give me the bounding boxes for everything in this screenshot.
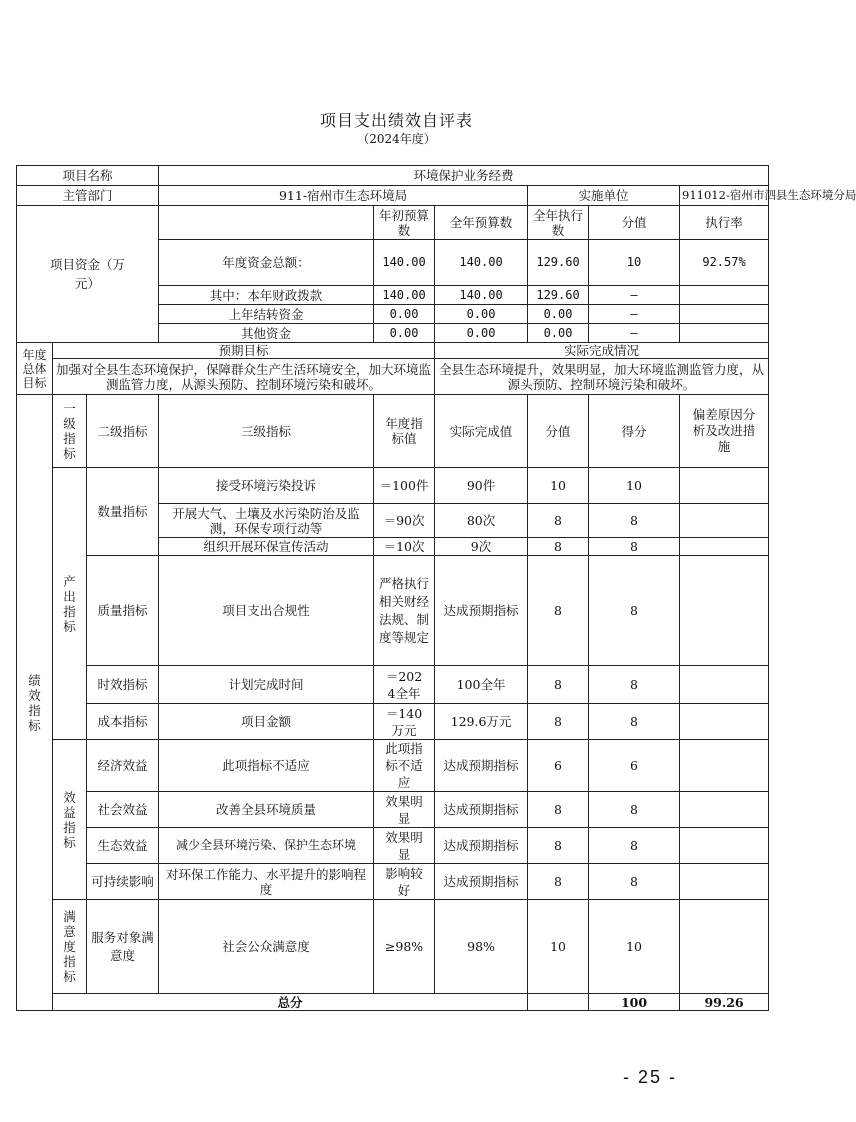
indicator-row <box>17 900 769 994</box>
indicator-target-text: 效果明显 <box>385 829 423 862</box>
page-title: 项目支出绩效自评表 <box>319 111 473 130</box>
indicator-score-value: 8 <box>528 828 589 864</box>
header-actual: 实际完成值 <box>435 395 528 468</box>
indicator-score: 6 <box>589 740 680 792</box>
funds-header-rate: 执行率 <box>705 215 743 230</box>
indicator-deviation <box>680 704 769 740</box>
indicator-actual <box>435 556 528 666</box>
funds-header-annual: 全年预算数 <box>435 206 528 240</box>
indicator-score-value: 8 <box>528 538 589 556</box>
indicator-target: ＝100件 <box>374 468 435 504</box>
indicator-score: 8 <box>589 792 680 828</box>
indicator-target-text: 严格执行相关财经法规、制度等规定 <box>379 575 430 645</box>
funds-row-initial: 140.00 <box>374 240 435 286</box>
funds-row-rate <box>680 324 769 343</box>
service-satisfaction-label <box>87 900 159 994</box>
economic-benefit-label: 经济效益 <box>87 740 159 792</box>
funds-row-executed: 0.00 <box>528 305 589 324</box>
indicator-actual-text: 达成预期指标 <box>443 838 519 853</box>
funds-header-initial: 年初预算数 <box>374 206 435 240</box>
indicator-score: 10 <box>589 900 680 994</box>
project-name-row <box>17 166 769 186</box>
service-satisfaction-text: 服务对象满意度 <box>91 929 154 963</box>
indicator-row <box>17 828 769 864</box>
expected-goal-text: 加强对全县生态环境保护，保障群众生产生活环境安全，加大环境监测监管力度，从源头预防、控制环境污染和破坏。 <box>53 359 435 395</box>
overall-goal-label <box>17 343 53 395</box>
indicator-score-value: 8 <box>528 792 589 828</box>
indicator-deviation <box>680 504 769 538</box>
funds-row-annual: 140.00 <box>435 286 528 305</box>
indicator-target-text: 效果明显 <box>385 793 423 826</box>
indicator-target <box>374 704 435 740</box>
indicator-row <box>17 666 769 704</box>
funds-row-rate: 92.57% <box>680 240 769 286</box>
funds-row-executed: 0.00 <box>528 324 589 343</box>
indicator-score: 10 <box>589 468 680 504</box>
header-score-value: 分值 <box>528 395 589 468</box>
funds-row-annual: 0.00 <box>435 324 528 343</box>
indicator-name: 计划完成时间 <box>159 666 374 704</box>
indicator-target <box>374 740 435 792</box>
overall-goal-label-text: 年度总体目标 <box>22 347 47 390</box>
indicator-header-row <box>17 395 769 468</box>
indicator-score-value: 8 <box>528 864 589 900</box>
indicator-score-value: 8 <box>528 556 589 666</box>
header-deviation-text: 偏差原因分析及改进措施 <box>692 407 756 454</box>
indicator-deviation <box>680 792 769 828</box>
indicator-row <box>17 468 769 504</box>
funds-row-score-value: 10 <box>589 240 680 286</box>
funds-header-rate-score <box>680 206 769 240</box>
funds-header-row <box>17 206 769 240</box>
indicator-actual: 9次 <box>435 538 528 556</box>
funds-row-rate <box>680 286 769 305</box>
indicator-actual-text: 达成预期指标 <box>443 874 519 889</box>
header-target-text: 年度指标值 <box>385 416 423 446</box>
indicator-target-text: ＝140万元 <box>385 705 423 738</box>
indicator-target: ＝10次 <box>374 538 435 556</box>
indicator-actual <box>435 828 528 864</box>
cost-indicator-label: 成本指标 <box>87 704 159 740</box>
total-row <box>17 994 769 1011</box>
indicator-target <box>374 864 435 900</box>
sustainable-impact-text: 可持续影响 <box>91 874 154 889</box>
indicator-row <box>17 740 769 792</box>
benefit-indicator-label <box>53 740 87 900</box>
header-level2: 二级指标 <box>87 395 159 468</box>
funds-header-blank <box>159 206 374 240</box>
indicator-target <box>374 666 435 704</box>
impl-unit-value: 911012-宿州市泗县生态环境分局 <box>680 186 769 206</box>
funds-row-score-value: — <box>589 324 680 343</box>
total-label: 总分 <box>53 994 528 1011</box>
indicator-name: 接受环境污染投诉 <box>159 468 374 504</box>
funds-row-score-value: — <box>589 305 680 324</box>
indicator-score-value: 10 <box>528 900 589 994</box>
indicator-row <box>17 864 769 900</box>
indicator-actual: 98% <box>435 900 528 994</box>
header-deviation <box>680 395 769 468</box>
funds-label <box>17 206 159 343</box>
funds-row-initial: 140.00 <box>374 286 435 305</box>
output-indicator-label <box>53 468 87 740</box>
header-level3: 三级指标 <box>159 395 374 468</box>
project-name-value: 环境保护业务经费 <box>159 166 769 186</box>
indicator-actual: 100全年 <box>435 666 528 704</box>
indicator-deviation <box>680 468 769 504</box>
header-level1 <box>53 395 87 468</box>
total-score: 99.26 <box>680 994 769 1011</box>
indicator-score: 8 <box>589 538 680 556</box>
indicator-name: 项目金额 <box>159 704 374 740</box>
funds-row-initial: 0.00 <box>374 305 435 324</box>
indicator-score: 8 <box>589 666 680 704</box>
indicator-deviation <box>680 666 769 704</box>
funds-row-executed: 129.60 <box>528 240 589 286</box>
indicator-name: 开展大气、土壤及水污染防治及监测，环保专项行动等 <box>159 504 374 538</box>
indicator-name: 项目支出合规性 <box>159 556 374 666</box>
page-number: - 25 - <box>622 1067 677 1087</box>
satisfaction-indicator-text: 满意度指标 <box>63 909 76 984</box>
indicator-target-text: 此项指标不适应 <box>385 741 423 790</box>
impl-unit-label: 实施单位 <box>528 186 680 206</box>
funds-row-executed: 129.60 <box>528 286 589 305</box>
funds-row-name: 年度资金总额： <box>159 240 374 286</box>
dept-value: 911-宿州市生态环境局 <box>159 186 528 206</box>
funds-row-name: 其中：本年财政拨款 <box>159 286 374 305</box>
output-indicator-text: 产出指标 <box>63 573 76 634</box>
expected-goal-header: 预期目标 <box>53 343 435 359</box>
indicator-score-value: 10 <box>528 468 589 504</box>
indicator-name: 对环保工作能力、水平提升的影响程度 <box>159 864 374 900</box>
indicator-name: 组织开展环保宣传活动 <box>159 538 374 556</box>
indicator-target-text: ＝2024全年 <box>385 668 423 701</box>
ecological-benefit-label: 生态效益 <box>87 828 159 864</box>
performance-table <box>16 165 856 1011</box>
indicator-actual: 80次 <box>435 504 528 538</box>
indicator-actual-text: 达成预期指标 <box>443 802 519 817</box>
indicator-deviation <box>680 740 769 792</box>
funds-row-initial: 0.00 <box>374 324 435 343</box>
project-name-label: 项目名称 <box>17 166 159 186</box>
funds-row-rate <box>680 305 769 324</box>
indicator-score: 8 <box>589 504 680 538</box>
indicator-score-value: 8 <box>528 704 589 740</box>
indicator-target <box>374 792 435 828</box>
dept-label: 主管部门 <box>17 186 159 206</box>
satisfaction-indicator-label <box>53 900 87 994</box>
indicator-target-text: 影响较好 <box>385 865 423 898</box>
funds-row-name: 其他资金 <box>159 324 374 343</box>
indicator-score-value: 6 <box>528 740 589 792</box>
indicator-score: 8 <box>589 556 680 666</box>
indicator-deviation <box>680 900 769 994</box>
indicator-name: 改善全县环境质量 <box>159 792 374 828</box>
indicator-target <box>374 556 435 666</box>
indicator-deviation <box>680 538 769 556</box>
indicator-actual: 129.6万元 <box>435 704 528 740</box>
header-level1-text: 一级指标 <box>63 401 76 461</box>
indicator-actual: 90件 <box>435 468 528 504</box>
indicator-target: ＝90次 <box>374 504 435 538</box>
indicator-target <box>374 828 435 864</box>
indicator-score-value: 8 <box>528 666 589 704</box>
total-blank <box>528 994 589 1011</box>
indicator-name: 社会公众满意度 <box>159 900 374 994</box>
indicator-name: 减少全县环境污染、保护生态环境 <box>159 828 374 864</box>
indicator-deviation <box>680 864 769 900</box>
indicator-actual-text: 达成预期指标 <box>443 602 519 618</box>
indicator-row <box>17 792 769 828</box>
sustainable-impact-label <box>87 864 159 900</box>
funds-row-score-value: — <box>589 286 680 305</box>
indicator-actual-text: 达成预期指标 <box>443 758 519 773</box>
quality-indicator-label: 质量指标 <box>87 556 159 666</box>
page-subtitle: （2024年度） <box>357 132 436 146</box>
indicator-row <box>17 556 769 666</box>
overall-goal-header-row <box>17 343 769 359</box>
timeliness-indicator-label: 时效指标 <box>87 666 159 704</box>
funds-label-text: 项目资金（万元） <box>50 257 126 291</box>
indicator-deviation <box>680 556 769 666</box>
total-score-value: 100 <box>589 994 680 1011</box>
indicator-actual <box>435 740 528 792</box>
department-row <box>17 186 769 206</box>
indicator-name: 此项指标不适应 <box>159 740 374 792</box>
funds-header-executed: 全年执行数 <box>528 206 589 240</box>
actual-goal-header: 实际完成情况 <box>435 343 769 359</box>
social-benefit-label: 社会效益 <box>87 792 159 828</box>
funds-row-name: 上年结转资金 <box>159 305 374 324</box>
header-score: 得分 <box>589 395 680 468</box>
quantity-indicator-label: 数量指标 <box>87 468 159 556</box>
overall-goal-row <box>17 359 769 395</box>
funds-row-annual: 0.00 <box>435 305 528 324</box>
funds-row-annual: 140.00 <box>435 240 528 286</box>
header-target <box>374 395 435 468</box>
indicator-deviation <box>680 828 769 864</box>
performance-indicators-label <box>17 395 53 1011</box>
indicator-row <box>17 704 769 740</box>
indicator-actual <box>435 864 528 900</box>
performance-indicators-text: 绩效指标 <box>28 672 41 733</box>
benefit-indicator-text: 效益指标 <box>63 789 76 850</box>
funds-header-score-value: 分值 <box>589 206 680 240</box>
indicator-score: 8 <box>589 864 680 900</box>
indicator-actual <box>435 792 528 828</box>
indicator-target: ≥98% <box>374 900 435 994</box>
indicator-score: 8 <box>589 828 680 864</box>
indicator-score-value: 8 <box>528 504 589 538</box>
actual-goal-text: 全县生态环境提升，效果明显，加大环境监测监管力度，从源头预防、控制环境污染和破坏。 <box>435 359 769 395</box>
indicator-score: 8 <box>589 704 680 740</box>
